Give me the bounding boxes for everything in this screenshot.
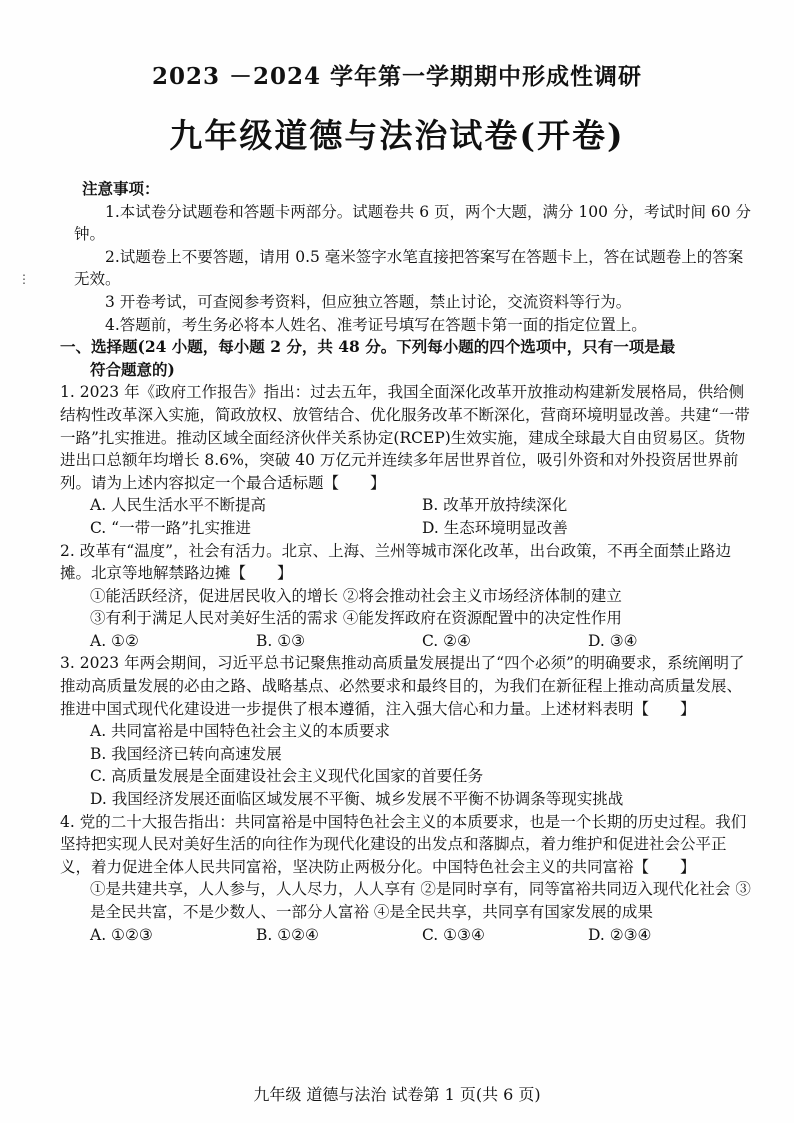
question-stem: 3. 2023 年两会期间，习近平总书记聚焦推动高质量发展提出了“四个必须”的明确要求，系统阐明了推动高质量发展的必由之路、战略基点、必然要求和最终目的，为我们在新征程上推动高质量发展、推进中国式现代化建设进一步提供了根本遵循，注入强大信心和力量。上述材料表明【 】 — [60, 654, 745, 718]
question-stem: 1. 2023 年《政府工作报告》指出：过去五年，我国全面深化改革开放推动构建新发展格局，供给侧结构性改革深入实施，简政放权、放管结合、优化服务改革不断深化，营商环境明显改善。共建“一带一路”扎实推进。推动区域全面经济伙伴关系协定(RCEP)生效实施，建成全球最大自由贸易区。货物进出口总额年均增长 8.6%，突破 40 万亿元并连续多年居世界首位，吸引外资和对外投资居世界前列。请为上述内容拟定一个最合适标题【 】 — [60, 383, 750, 492]
option-row — [74, 494, 754, 517]
option[interactable]: A. 共同富裕是中国特色社会主义的本质要求 — [90, 722, 391, 741]
section-title — [60, 336, 754, 381]
option[interactable]: B. 我国经济已转向高速发展 — [90, 744, 282, 763]
exam-term-title: 2023 －2024 学年第一学期期中形成性调研 — [151, 63, 643, 90]
option[interactable]: C. ①③④ — [422, 925, 485, 944]
section-title-main: 一、选择题(24 小题，每小题 2 分，共 48 分。下列每小题的四个选项中，只有一项是最 — [60, 337, 676, 357]
option[interactable]: C. ②④ — [422, 631, 471, 650]
statement-line: ③有利于满足人民对美好生活的需求 ④能发挥政府在资源配置中的决定性作用 — [90, 609, 622, 628]
statement-line: ①能活跃经济，促进居民收入的增长 ②将会推动社会主义市场经济体制的建立 — [90, 586, 622, 605]
option[interactable]: A. 人民生活水平不断提高 — [90, 496, 267, 515]
binding-margin-mark: ⋮ — [18, 272, 30, 286]
exam-paper-title: 九年级道德与法治试卷(开卷) — [169, 116, 625, 155]
notice-item: 3 开卷考试，可查阅参考资料，但应独立答题，禁止讨论，交流资料等行为。 — [105, 292, 632, 311]
option[interactable]: D. 生态环境明显改善 — [422, 518, 568, 537]
notice-title: 注意事项： — [82, 179, 160, 198]
option[interactable]: B. ①③ — [256, 631, 306, 650]
option[interactable]: A. ①②③ — [90, 925, 153, 944]
section-title-cont: 符合题意的) — [90, 359, 175, 379]
statement-line: ①是共建共享，人人参与，人人尽力，人人享有 ②是同时享有，同等富裕共同迈入现代化社会 ③是全民共富，不是少数人、一部分人富裕 ④是全民共享，共同享有国家发展的成果 — [90, 880, 751, 921]
question-stem: 4. 党的二十大报告指出：共同富裕是中国特色社会主义的本质要求，也是一个长期的历史过程。我们坚持把实现人民对美好生活的向往作为现代化建设的出发点和落脚点，着力维护和促进社会公平正义，着力促进全体人民共同富裕，坚决防止两极分化。中国特色社会主义的共同富裕【 】 — [60, 812, 747, 876]
option[interactable]: D. 我国经济发展还面临区域发展不平衡、城乡发展不平衡不协调条等现实挑战 — [90, 790, 624, 809]
notice-item: 2.试题卷上不要答题，请用 0.5 毫米签字水笔直接把答案写在答题卡上，答在试题卷上的答案无效。 — [74, 247, 744, 289]
notice-item: 1.本试卷分试题卷和答题卡两部分。试题卷共 6 页，两个大题，满分 100 分，考试时间 60 分钟。 — [74, 202, 752, 244]
watermark-stamp — [28, 997, 122, 1051]
option[interactable]: D. ②③④ — [588, 925, 652, 944]
page-footer: 九年级 道德与法治 试卷第 1 页(共 6 页) — [253, 1085, 541, 1104]
option[interactable]: B. ①②④ — [256, 925, 319, 944]
option[interactable]: C. “一带一路”扎实推进 — [90, 518, 252, 537]
option[interactable]: C. 高质量发展是全面建设社会主义现代化国家的首要任务 — [90, 767, 484, 786]
option-row — [74, 924, 754, 947]
option-row — [74, 630, 754, 653]
question-stem: 2. 改革有“温度”，社会有活力。北京、上海、兰州等城市深化改革，出台政策，不再全面禁止路边摊。北京等地解禁路边摊【 】 — [60, 541, 732, 583]
exam-content — [60, 178, 754, 946]
option[interactable]: A. ①② — [90, 631, 139, 650]
option[interactable]: B. 改革开放持续深化 — [422, 496, 568, 515]
notice-item: 4.答题前，考生务必将本人姓名、准考证号填写在答题卡第一面的指定位置上。 — [105, 315, 647, 334]
option-row — [74, 517, 754, 540]
option[interactable]: D. ③④ — [588, 631, 638, 650]
